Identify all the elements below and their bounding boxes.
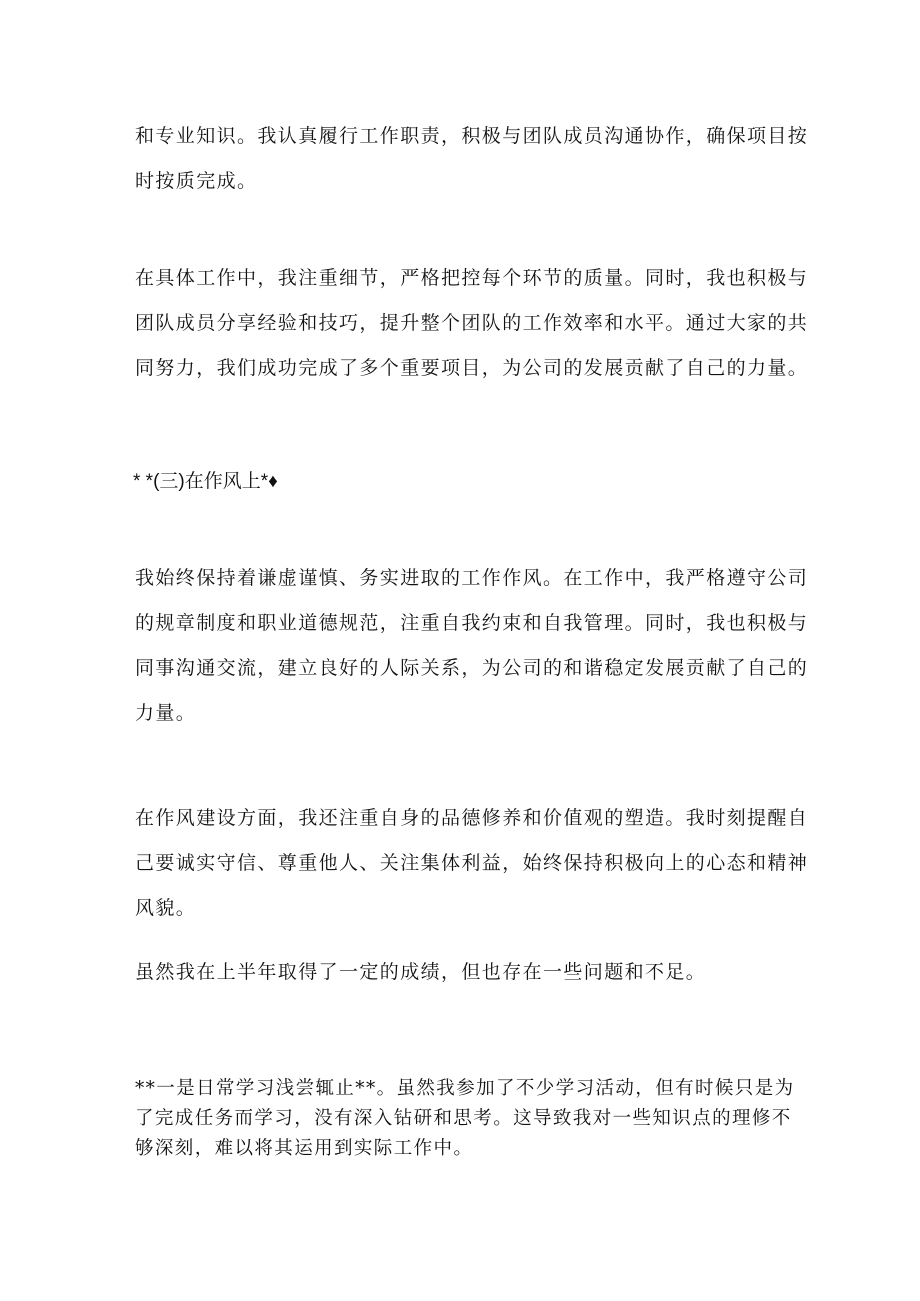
paragraph-work-style <box>135 556 809 736</box>
text-line: 的规章制度和职业道德规范，注重自我约束和自我管理。同时，我也积极与 <box>135 612 809 634</box>
text-line: 风貌。 <box>135 897 197 919</box>
text-line: 己要诚实守信、尊重他人、关注集体利益，始终保持积极向上的心态和精神 <box>135 852 809 874</box>
section-heading-work-style: * *(三)在作风上*♦ <box>133 471 278 492</box>
text-line: 了完成任务而学习，没有深入钻研和思考。这导致我对一些知识点的理修不 <box>135 1108 792 1129</box>
text-line: 在具体工作中，我注重细节，严格把控每个环节的质量。同时，我也积极与 <box>135 267 809 289</box>
text-line: **一是日常学习浅尝辄止**。虽然我参加了不少学习活动，但有时候只是为 <box>135 1078 795 1099</box>
paragraph-learning-issue <box>135 1074 795 1164</box>
text-line: 够深刻，难以将其运用到实际工作中。 <box>135 1138 474 1159</box>
text-line: 虽然我在上半年取得了一定的成绩，但也存在一些问题和不足。 <box>135 961 707 983</box>
text-line: 和专业知识。我认真履行工作职责，积极与团队成员沟通协作，确保项目按 <box>135 125 809 147</box>
paragraph-specific-work <box>135 256 809 391</box>
paragraph-work-duties <box>135 114 809 204</box>
text-line: 团队成员分享经验和技巧，提升整个团队的工作效率和水平。通过大家的共 <box>135 312 809 334</box>
text-line: 在作风建设方面，我还注重自身的品德修养和价值观的塑造。我时刻提醒自 <box>135 807 809 829</box>
text-line: 同努力，我们成功完成了多个重要项目，为公司的发展贡献了自己的力量。 <box>135 357 809 379</box>
paragraph-character-building <box>135 796 809 931</box>
text-line: 我始终保持着谦虚谨慎、务实进取的工作作风。在工作中，我严格遵守公司 <box>135 567 809 589</box>
paragraph-shortcomings-intro <box>135 950 795 995</box>
text-line: 力量。 <box>135 702 197 724</box>
text-line: 时按质完成。 <box>135 170 258 192</box>
text-line: 同事沟通交流，建立良好的人际关系，为公司的和谐稳定发展贡献了自己的 <box>135 657 809 679</box>
